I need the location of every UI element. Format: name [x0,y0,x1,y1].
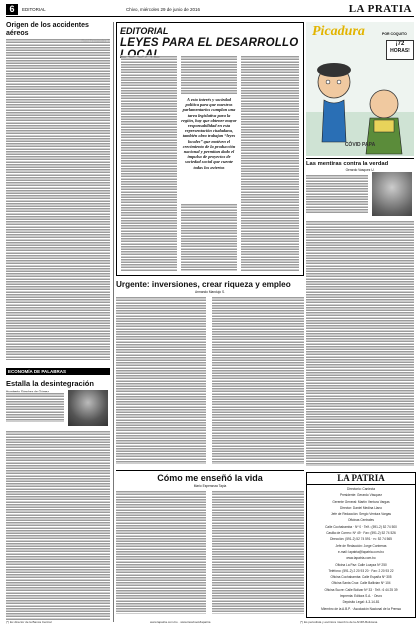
article-col-1 [116,490,206,614]
author-photo [68,390,108,426]
article-byline: Mario Esperanza Tapia [193,484,227,488]
page-header [6,4,414,18]
article-body-cont [306,220,414,466]
masthead-row: Oficina Sucre: Calle Bolivar Nº 33 · Telf.: 6 44 25 39 [324,587,398,592]
article-col-2 [212,490,304,614]
masthead-row: Imprenta: Editora S.A. · Oruro [339,594,383,599]
article-col-1 [116,296,206,464]
masthead-row: Oficina Cochabamba: Calle España Nº 305 [330,575,392,580]
cartoon-sub: POR COQUITO [382,32,407,36]
footer-left: (*) Ex director de la Banca Central [6,620,52,624]
masthead-row: Teléfono: (591-2) 2 20 93 20 · Fax: 2 20 93 22 [328,568,394,573]
article-body [6,38,110,360]
masthead-row: Dirección: (591-2) 52 74 591 · rv: 52 74 565 [330,537,392,542]
editorial-col-2 [181,55,237,95]
editorial-kicker: EDITORIAL [120,26,169,36]
date-line: Chivo, miércoles 29 de junio de 2016 [126,7,201,12]
masthead-row: www.lapatria.com.bo [346,556,376,561]
footer-center: www.lapatria.com.bo · www.facebook/lapatria [150,620,211,624]
article-title: Urgente: inversiones, crear riqueza y empleo [116,280,291,289]
article-col-2 [212,296,304,464]
masthead-row: Oficina La Paz: Calle Loayza Nº 250 [335,562,387,567]
masthead-row: Depósito Legal: 4-3-14-81 [342,600,380,605]
article-byline: Gerardo Vasquez U. [345,168,375,172]
masthead-row: e-mail: lapatria@lapatria.com.bo [338,549,384,554]
column-divider [113,22,114,622]
editorial-col-2b [181,203,237,271]
article-body [6,392,64,422]
badge-line: HORAS! [390,48,410,54]
masthead-row: Oficina Santa Cruz: Calle Ballivian Nº 104 [331,581,391,586]
editorial-box [116,22,304,276]
article-title: Cómo me enseñó la vida [116,470,304,483]
article-title: Estalla la desintegración [6,379,94,388]
article-title: Origen de los accidentes aéreos [6,22,89,37]
page-number: 6 [6,4,18,15]
masthead-row: Casilla de Correo: Nº 49 · Fax: (591-2) 52 74 526 [326,531,396,536]
masthead-row: Director: Daniel Medina Llano [340,505,382,510]
author-photo [372,172,412,216]
cartoon-label: CÓVID PAPA [344,142,376,148]
article-mentiras [306,158,414,468]
masthead-rows [307,485,415,613]
editorial-title: LEYES PARA EL DESARROLLO [120,37,299,49]
masthead-row: Presidente: Gerardo Vásquez [340,493,382,498]
editorial-col-3 [241,55,299,271]
header-logo: LA PRATIA [348,3,412,15]
article-title: Las mentiras contra la verdad [306,158,414,167]
masthead-row: Jefe de Redacción: Jorge Contreras [335,543,387,548]
masthead-row: Directorio: Caniecta [347,487,375,491]
masthead-title: LA PATRIA [307,473,415,485]
article-accidentes [6,22,110,362]
editorial-pullquote: A esto interés y sociedad política para que nuestros parlamentarios cumplan una tarea legislativa para la región, hay que obtener mayor responsabilidad en esta representación ciudadana, también obra trabajan “leyes locales” que motiven el crecimiento de la producción nacional y permitan dado el impulso de proyectos de sociedad social que cuente todas los aviertos [181,97,237,170]
cartoon-panel [306,22,414,156]
economia-block [6,368,110,626]
masthead-row: Oficinas Centrales [347,518,375,523]
masthead-row: Jefe de Redacción: Sergio Ventura Vargas [330,512,391,517]
masthead-row: Gerente General: Martín Ventura Vargas [332,499,390,504]
masthead-box [306,472,416,618]
badge-line: ¡72 [395,41,405,47]
editorial-col-1 [121,55,177,271]
article-como [116,470,304,616]
masthead-row: Miembro de la A.B.P. · Asociación Nacional de la Prensa [321,606,401,611]
footer-right: (*) Es periodista y escritora miembro de la ANPA Boliviana [300,620,378,624]
section-label: ECONOMÍA DE PALABRAS [6,368,110,375]
article-byline: Armando Mandujo S. [195,290,225,294]
masthead-row: Calle Cochabamba · Nº 0 · Telf.: (591-2) 52 74 500 [325,524,397,529]
section-name: EDITORIAL [22,7,46,12]
article-body-cont [6,430,110,620]
header-rule [6,16,414,17]
article-body [306,174,368,214]
cartoon-brand: Picadura [312,24,365,39]
article-urgente [116,280,304,466]
cartoon-illustration [306,42,414,156]
